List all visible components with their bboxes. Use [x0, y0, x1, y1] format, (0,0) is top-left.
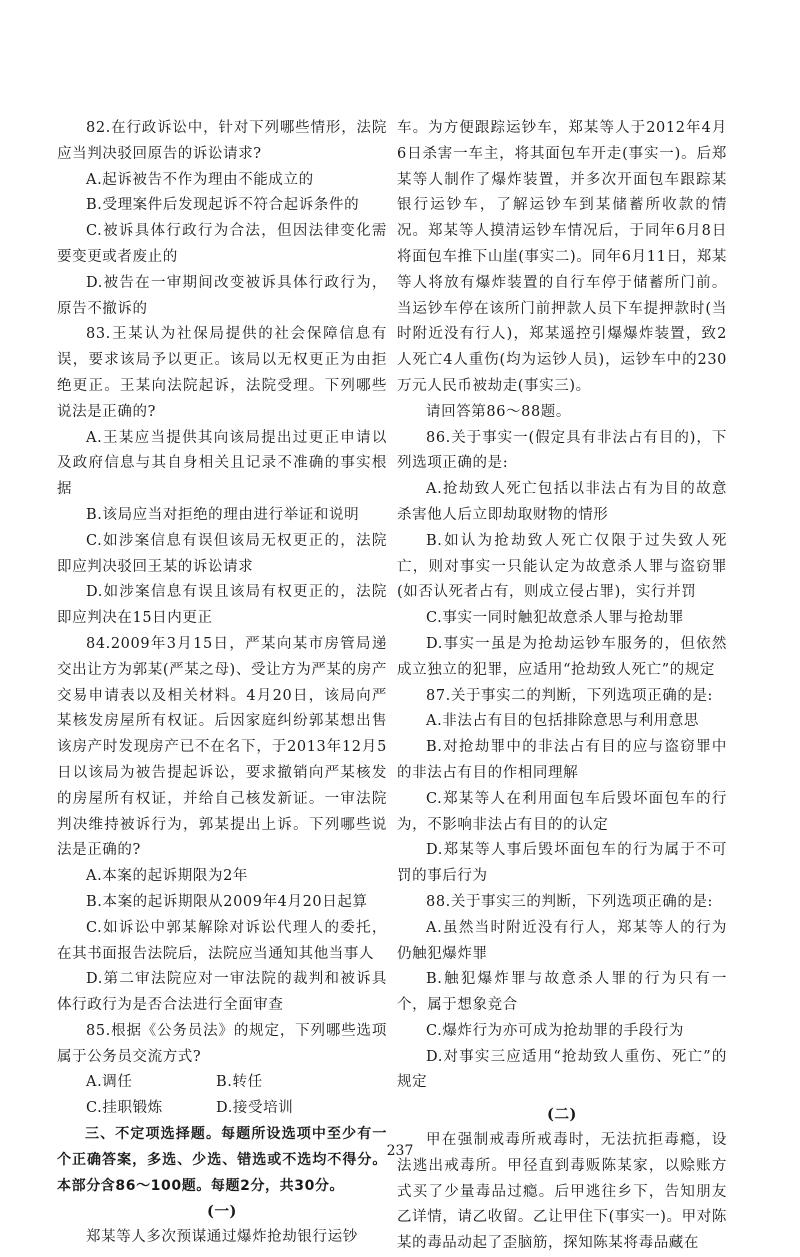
right-column	[397, 116, 727, 1257]
part-2-heading: (二)	[546, 1106, 578, 1124]
q85-option-d: D.接受培训	[216, 1100, 294, 1117]
q84-stem: 84.2009年3月15日，严某向某市房管局递交出让方为郭某(严某之母)、受让方为严某的房产交易申请表以及相关材料。4月20日，该局向严某核发房屋所有权证。后因家庭纠纷郭某想出售该房产时发现房产已不在名下，于2013年12月5日以该局为被告提起诉讼，要求撤销向严某核发的房屋所有权证，并给自己核发新证。一审法院判决维持被诉行为，郭某提出上诉。下列哪些说法是正确的?	[57, 635, 387, 859]
q85-option-b: B.转任	[216, 1074, 263, 1091]
q88-option-a: A.虽然当时附近没有行人，郑某等人的行为仍触犯爆炸罪	[397, 919, 727, 962]
case-1-text-cont: 车。为方便跟踪运钞车，郑某等人于2012年4月6日杀害一车主，将其面包车开走(事实一)。后郑某等人制作了爆炸装置，并多次开面包车跟踪某银行运钞车，了解运钞车到某储蓄所收款的情况。郑某等人摸清运钞车情况后，于同年6月8日将面包车推下山崖(事实二)。同年6月11日，郑某等人将放有爆炸装置的自行车停于储蓄所门前。当运钞车停在该所门前押款人员下车提押款时(当时附近没有行人)，郑某遥控引爆爆炸装置，致2人死亡4人重伤(均为运钞人员)，运钞车中的230万元人民币被劫走(事实三)。	[397, 120, 727, 394]
q85-option-c: C.挂职锻炼	[86, 1100, 163, 1117]
q82-option-a: A.起诉被告不作为理由不能成立的	[86, 171, 314, 188]
q82-option-d: D.被告在一审期间改变被诉具体行政行为，原告不撤诉的	[57, 274, 387, 317]
section-3-heading: 三、不定项选择题。每题所设选项中至少有一个正确答案，多选、少选、错选或不选均不得分。本部分含86～100题。每题2分，共30分。	[57, 1126, 387, 1194]
question-prompt: 请回答第86～88题。	[426, 403, 572, 420]
q83-option-a: A.王某应当提供其向该局提出过更正申请以及政府信息与其自身相关且记录不准确的事实根据	[57, 429, 387, 498]
q87-option-b: B.对抢劫罪中的非法占有目的应与盗窃罪中的非法占有目的作相同理解	[397, 739, 727, 781]
part-1-heading: (一)	[206, 1203, 238, 1221]
q88-stem: 88.关于事实三的判断，下列选项正确的是:	[426, 893, 714, 910]
q86-option-a: A.抢劫致人死亡包括以非法占有为目的故意杀害他人后立即劫取财物的情形	[397, 481, 727, 523]
q82-option-c: C.被诉具体行政行为合法，但因法律变化需要变更或者废止的	[57, 223, 387, 265]
q88-option-c: C.爆炸行为亦可成为抢劫罪的手段行为	[426, 1022, 684, 1039]
q87-option-c: C.郑某等人在利用面包车后毁坏面包车的行为，不影响非法占有目的的认定	[397, 790, 727, 833]
q85-options-row2	[57, 1096, 387, 1122]
q82-stem: 82.在行政诉讼中，针对下列哪些情形，法院应当判决驳回原告的诉讼请求?	[57, 120, 387, 162]
case-1-text-start: 郑某等人多次预谋通过爆炸抢劫银行运钞	[86, 1229, 358, 1246]
q87-option-d: D.郑某等人事后毁坏面包车的行为属于不可罚的事后行为	[397, 842, 727, 885]
q88-option-b: B.触犯爆炸罪与故意杀人罪的行为只有一个，属于想象竞合	[397, 971, 727, 1014]
q84-option-d: D.第二审法院应对一审法院的裁判和被诉具体行政行为是否合法进行全面审查	[57, 971, 387, 1014]
q83-option-d: D.如涉案信息有误且该局有权更正的，法院即应判决在15日内更正	[57, 584, 387, 627]
case-2-text: 甲在强制戒毒所戒毒时，无法抗拒毒瘾，设法逃出戒毒所。甲径直到毒贩陈某家，以赊账方式买了少量毒品过瘾。后甲逃往乡下，告知朋友乙详情，请乙收留。乙让甲住下(事实一)。甲对陈某的毒品动起了歪脑筋，探知陈某将毒品藏在	[397, 1132, 727, 1252]
q84-option-c: C.如诉讼中郭某解除对诉讼代理人的委托，在其书面报告法院后，法院应当通知其他当事人	[57, 919, 387, 962]
q86-option-c: C.事实一同时触犯故意杀人罪与抢劫罪	[426, 610, 684, 627]
q84-option-a: A.本案的起诉期限为2年	[86, 868, 249, 885]
q86-stem: 86.关于事实一(假定具有非法占有目的)，下列选项正确的是:	[397, 429, 727, 472]
q84-option-b: B.本案的起诉期限从2009年4月20日起算	[86, 893, 368, 910]
q86-option-d: D.事实一虽是为抢劫运钞车服务的，但依然成立独立的犯罪，应适用“抢劫致人死亡”的规定	[397, 635, 727, 678]
q82-option-b: B.受理案件后发现起诉不符合起诉条件的	[86, 197, 360, 214]
q86-option-b: B.如认为抢劫致人死亡仅限于过失致人死亡，则对事实一只能认定为故意杀人罪与盗窃罪(如否认死者占有，则成立侵占罪)，实行并罚	[397, 532, 727, 601]
left-column	[57, 116, 387, 1251]
q87-stem: 87.关于事实二的判断，下列选项正确的是:	[426, 687, 714, 704]
q83-stem: 83.王某认为社保局提供的社会保障信息有误，要求该局予以更正。该局以无权更正为由拒绝更正。王某向法院起诉，法院受理。下列哪些说法是正确的?	[57, 326, 387, 420]
q83-option-c: C.如涉案信息有误但该局无权更正的，法院即应判决驳回王某的诉讼请求	[57, 532, 387, 575]
q87-option-a: A.非法占有目的包括排除意思与利用意思	[426, 713, 699, 730]
q88-option-d: D.对事实三应适用“抢劫致人重伤、死亡”的规定	[397, 1048, 727, 1091]
q85-option-a: A.调任	[86, 1074, 133, 1091]
q85-options-row1	[57, 1070, 387, 1096]
q83-option-b: B.该局应当对拒绝的理由进行举证和说明	[86, 506, 360, 523]
page-number: 237	[386, 1143, 414, 1159]
q85-stem: 85.根据《公务员法》的规定，下列哪些选项属于公务员交流方式?	[57, 1022, 387, 1065]
